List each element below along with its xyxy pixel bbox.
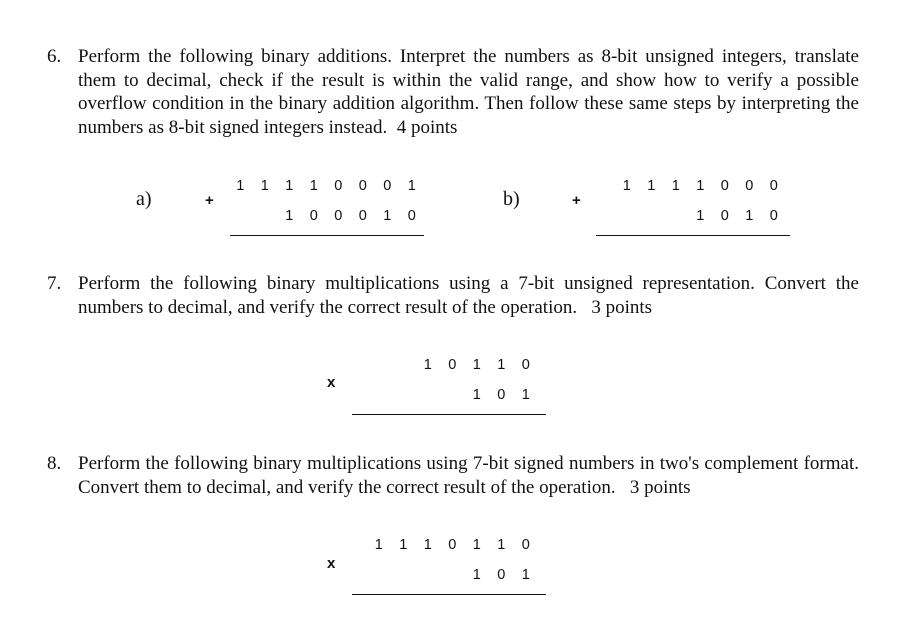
question-text: Perform the following binary additions. Interpret the numbers as 8-bit unsigned integers, translate them to decimal, check if the result is within the valid range, and show how to verify a possible overflow condition in the binary addition algorithm. Then follow these same steps by interpreting the numbers as 8-bit signed integers instead. [78, 46, 859, 138]
question-text: Perform the following binary multiplications using 7-bit signed numbers in two's complement format. Convert them to decimal, and verify the correct result of the operation. [78, 453, 859, 498]
operand-top: 1 0 1 1 0 [423, 357, 530, 373]
question-text: Perform the following binary multiplications using a 7-bit unsigned representation. Convert the numbers to decimal, and verify the correct result of the operation. [78, 273, 859, 318]
question-number: 6. [47, 46, 62, 67]
operand-top: 1 1 1 1 0 0 0 1 [236, 178, 416, 194]
operand-top: 1 1 1 0 1 1 0 [374, 537, 530, 553]
points: 4 points [396, 116, 458, 138]
product-line [352, 594, 546, 595]
operand-bottom: 1 0 1 [472, 387, 530, 403]
plus-sign: + [572, 192, 581, 209]
operand-bottom: 1 0 0 0 1 0 [285, 208, 416, 224]
question-6 [47, 45, 859, 139]
question-number: 7. [47, 273, 62, 294]
times-sign: x [327, 374, 336, 391]
sum-line [230, 235, 424, 236]
points: 3 points [591, 296, 653, 318]
question-7 [47, 272, 859, 319]
operand-bottom: 1 0 1 0 [696, 208, 778, 224]
part-a-label: a) [136, 188, 152, 210]
product-line [352, 414, 546, 415]
part-b-label: b) [503, 188, 520, 210]
question-8 [47, 452, 859, 499]
points: 3 points [629, 476, 691, 498]
question-number: 8. [47, 453, 62, 474]
operand-top: 1 1 1 1 0 0 0 [622, 178, 778, 194]
sum-line [596, 235, 790, 236]
operand-bottom: 1 0 1 [472, 567, 530, 583]
plus-sign: + [205, 192, 214, 209]
times-sign: x [327, 555, 336, 572]
